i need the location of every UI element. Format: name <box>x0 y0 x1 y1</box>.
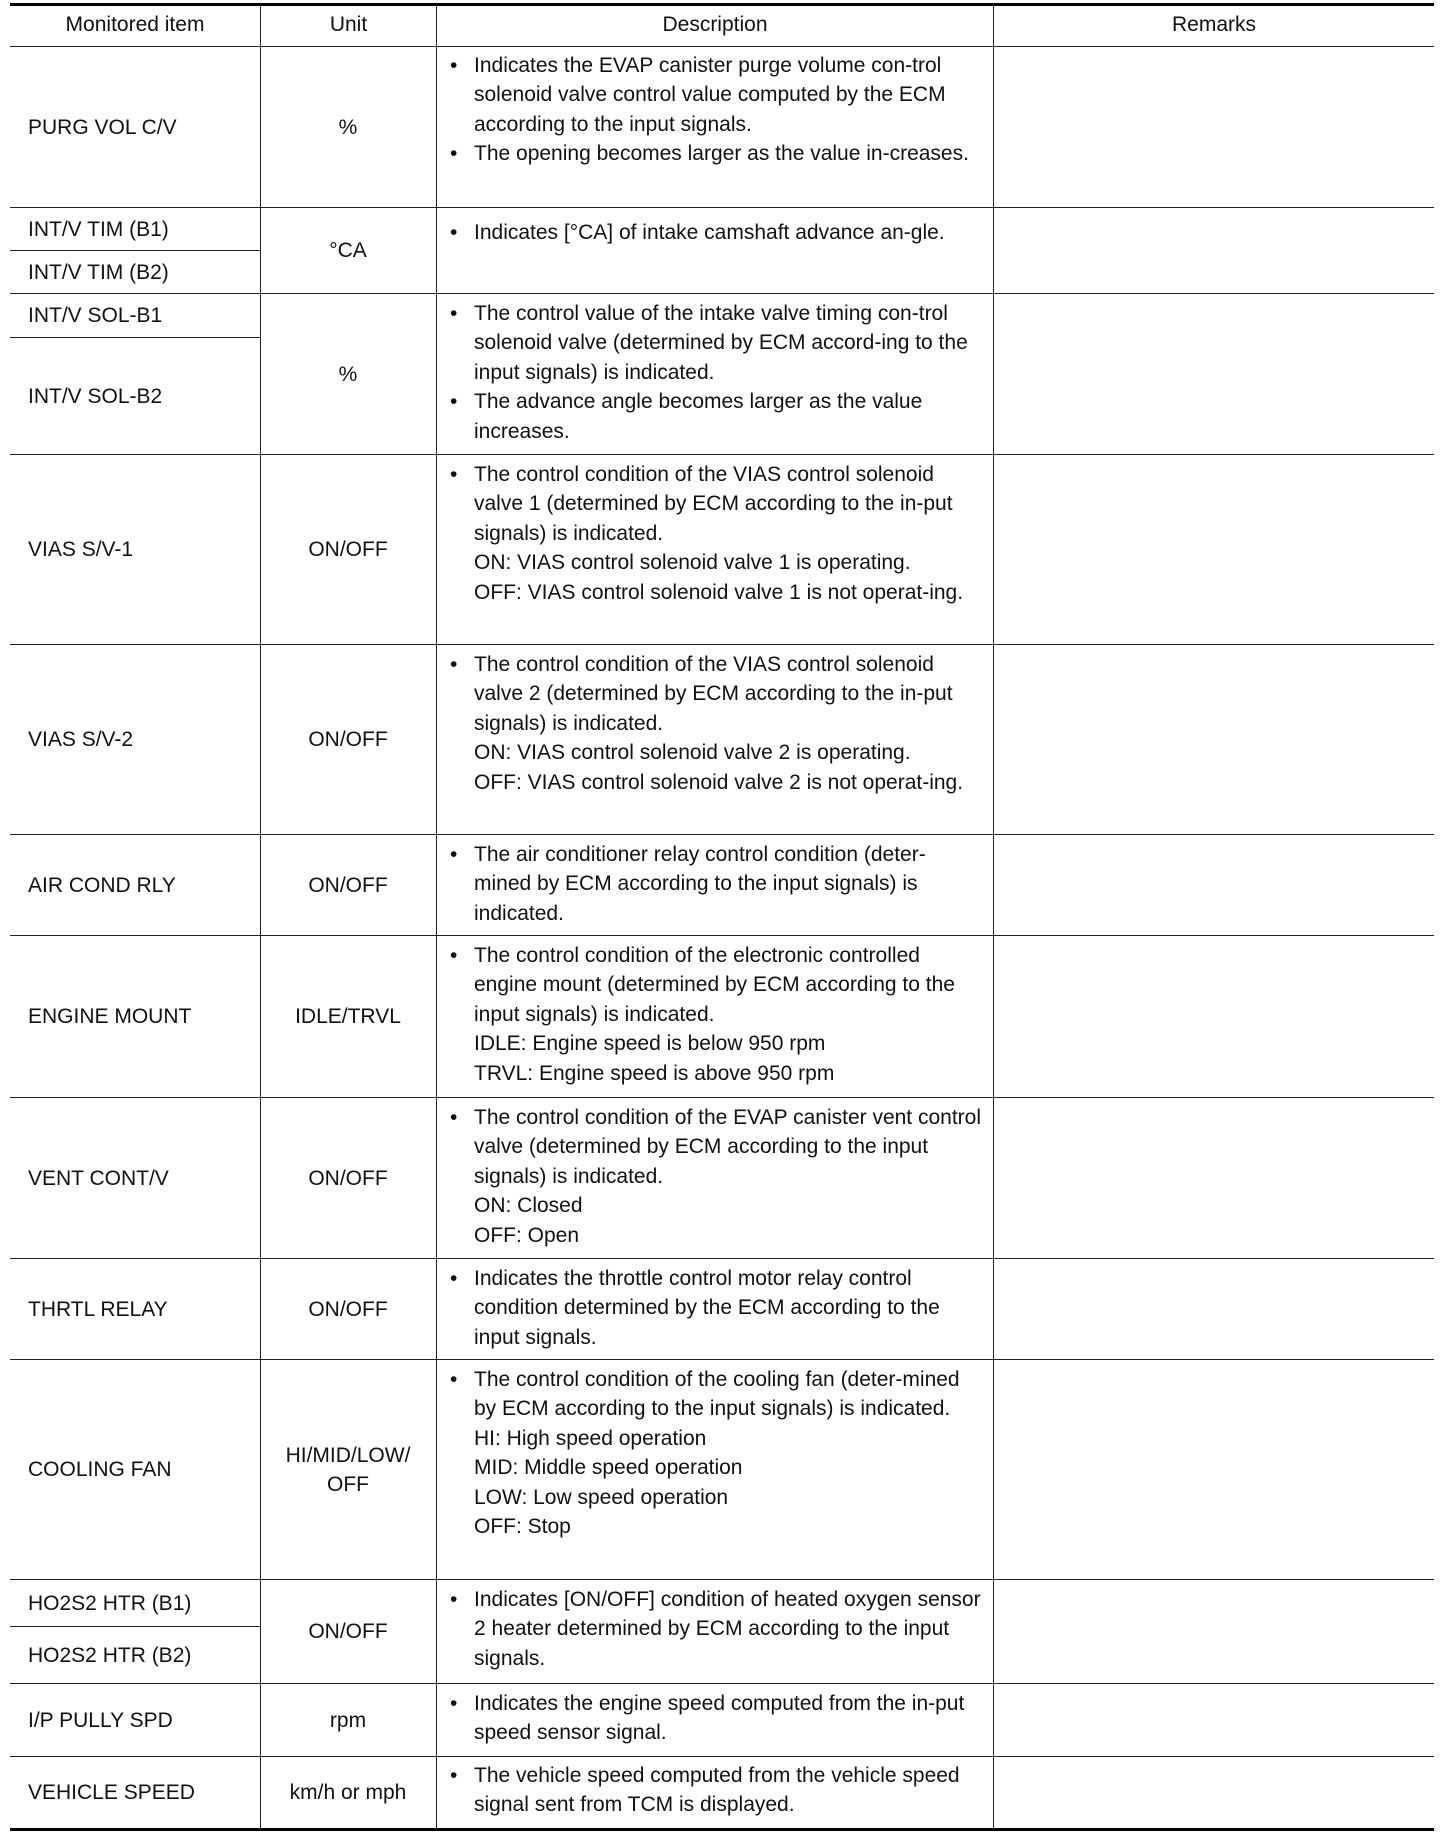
item-purg-vol-cv: PURG VOL C/V <box>28 115 177 139</box>
remarks-ho2s2 <box>994 1580 1434 1683</box>
column-rule <box>260 4 261 1829</box>
item-air-cond-rly: AIR COND RLY <box>28 873 176 897</box>
item-ho2s2-htr-b2: HO2S2 HTR (B2) <box>28 1643 192 1667</box>
unit-engine-mount: IDLE/TRVL <box>295 1005 401 1028</box>
unit-vent: ON/OFF <box>308 1166 388 1190</box>
header-description: Description <box>662 13 768 36</box>
remarks-engine-mount <box>994 936 1434 1097</box>
desc-engine-mount <box>448 941 982 1088</box>
unit-vias-2: ON/OFF <box>308 728 388 751</box>
unit-cooling-fan <box>262 1360 434 1579</box>
desc-sub-line: OFF: VIAS control solenoid valve 2 is not operat-ing. <box>474 770 964 794</box>
column-rule <box>436 4 437 1829</box>
remarks-cooling-fan <box>994 1360 1434 1579</box>
remarks-intv-tim <box>994 208 1434 293</box>
remarks-thrtl <box>994 1259 1434 1359</box>
desc-vent <box>448 1103 982 1250</box>
item-engine-mount: ENGINE MOUNT <box>28 1005 192 1028</box>
item-thrtl-relay: THRTL RELAY <box>28 1297 168 1321</box>
unit-thrtl: ON/OFF <box>308 1297 388 1321</box>
desc-sub-line: OFF: Open <box>474 1223 580 1247</box>
desc-bullet: • The control value of the intake valve timing con-trol solenoid valve (determined by ECM accord-ing to the input signals) is indicated. <box>448 299 982 387</box>
desc-bullet: • The advance angle becomes larger as the value increases. <box>448 387 982 446</box>
unit-ip-pully: rpm <box>329 1708 367 1732</box>
unit-intv-sol: % <box>338 362 358 386</box>
unit-line: OFF <box>327 1472 369 1496</box>
remarks-vias-2 <box>994 645 1434 834</box>
header-remarks: Remarks <box>1171 13 1256 36</box>
table-bottom-rule <box>10 1828 1434 1831</box>
remarks-purg <box>994 47 1434 207</box>
desc-bullet: • The control condition of the VIAS control solenoid valve 2 (determined by ECM according to the in-put signals) is indicated. <box>448 650 982 738</box>
desc-intv-tim <box>448 218 982 247</box>
desc-sub-line: MID: Middle speed operation <box>474 1456 743 1480</box>
remarks-ip-pully <box>994 1684 1434 1756</box>
remarks-vehicle-speed <box>994 1757 1434 1828</box>
desc-sub-line: OFF: VIAS control solenoid valve 1 is not operat-ing. <box>474 580 964 604</box>
item-ip-pully-spd: I/P PULLY SPD <box>28 1708 173 1732</box>
desc-bullet: • The control condition of the electronic controlled engine mount (determined by ECM according to the input signals) is indicated. <box>448 941 982 1029</box>
desc-bullet: • Indicates [°CA] of intake camshaft advance an-gle. <box>448 218 982 247</box>
remarks-intv-sol <box>994 294 1434 454</box>
desc-sub-line: OFF: Stop <box>474 1515 571 1539</box>
desc-sub-line: ON: VIAS control solenoid valve 2 is operating. <box>474 741 911 765</box>
desc-vias-1 <box>448 460 982 607</box>
desc-bullet: • Indicates [ON/OFF] condition of heated oxygen sensor 2 heater determined by ECM according to the input signals. <box>448 1585 982 1673</box>
desc-air-cond <box>448 840 982 928</box>
item-vias-sv-2: VIAS S/V-2 <box>28 728 134 751</box>
desc-sub-line: ON: VIAS control solenoid valve 1 is operating. <box>474 551 911 575</box>
desc-sub-line: ON: Closed <box>474 1194 583 1218</box>
desc-sub-line: LOW: Low speed operation <box>474 1485 729 1509</box>
desc-bullet: • Indicates the EVAP canister purge volume con-trol solenoid valve control value computed by the ECM according to the input signals. <box>448 51 982 139</box>
unit-purg: % <box>338 115 358 139</box>
item-intv-tim-b1: INT/V TIM (B1) <box>28 217 169 241</box>
unit-ho2s2: ON/OFF <box>308 1620 388 1643</box>
desc-sub-line: TRVL: Engine speed is above 950 rpm <box>474 1061 835 1085</box>
desc-bullet: • Indicates the throttle control motor relay control condition determined by the ECM according to the input signals. <box>448 1264 982 1352</box>
unit-line: HI/MID/LOW/ <box>285 1443 411 1467</box>
desc-cooling-fan <box>448 1365 982 1541</box>
unit-air-cond: ON/OFF <box>308 873 388 897</box>
desc-purg <box>448 51 982 169</box>
remarks-air-cond <box>994 835 1434 935</box>
item-cooling-fan: COOLING FAN <box>28 1458 172 1481</box>
item-vehicle-speed: VEHICLE SPEED <box>28 1781 195 1804</box>
desc-ip-pully <box>448 1689 982 1748</box>
desc-bullet: • Indicates the engine speed computed from the in-put speed sensor signal. <box>448 1689 982 1748</box>
desc-vias-2 <box>448 650 982 797</box>
desc-bullet: • The air conditioner relay control condition (deter-mined by ECM according to the input signals) is indicated. <box>448 840 982 928</box>
item-ho2s2-htr-b1: HO2S2 HTR (B1) <box>28 1591 192 1615</box>
desc-bullet: • The vehicle speed computed from the vehicle speed signal sent from TCM is displayed. <box>448 1761 982 1820</box>
desc-sub-line: IDLE: Engine speed is below 950 rpm <box>474 1032 826 1056</box>
desc-intv-sol <box>448 299 982 446</box>
desc-ho2s2 <box>448 1585 982 1673</box>
desc-bullet: • The opening becomes larger as the value in-creases. <box>448 139 982 168</box>
unit-vehicle-speed: km/h or mph <box>289 1781 407 1804</box>
item-intv-sol-b1: INT/V SOL-B1 <box>28 304 163 327</box>
remarks-vent <box>994 1098 1434 1258</box>
desc-vehicle-speed <box>448 1761 982 1820</box>
desc-bullet: • The control condition of the EVAP canister vent control valve (determined by ECM according to the input signals) is indicated. <box>448 1103 982 1191</box>
desc-sub-line: HI: High speed operation <box>474 1426 707 1450</box>
item-vent-contv: VENT CONT/V <box>28 1166 169 1190</box>
desc-bullet: • The control condition of the cooling fan (deter-mined by ECM according to the input signals) is indicated. <box>448 1365 982 1424</box>
item-vias-sv-1: VIAS S/V-1 <box>28 538 134 561</box>
unit-vias-1: ON/OFF <box>308 538 388 561</box>
item-intv-tim-b2: INT/V TIM (B2) <box>28 260 169 284</box>
unit-intv-tim: °CA <box>329 239 367 262</box>
remarks-vias-1 <box>994 455 1434 644</box>
header-unit: Unit <box>329 13 368 36</box>
item-intv-sol-b2: INT/V SOL-B2 <box>28 384 163 408</box>
desc-bullet: • The control condition of the VIAS control solenoid valve 1 (determined by ECM according to the in-put signals) is indicated. <box>448 460 982 548</box>
header-monitored-item: Monitored item <box>65 13 205 36</box>
desc-thrtl <box>448 1264 982 1352</box>
